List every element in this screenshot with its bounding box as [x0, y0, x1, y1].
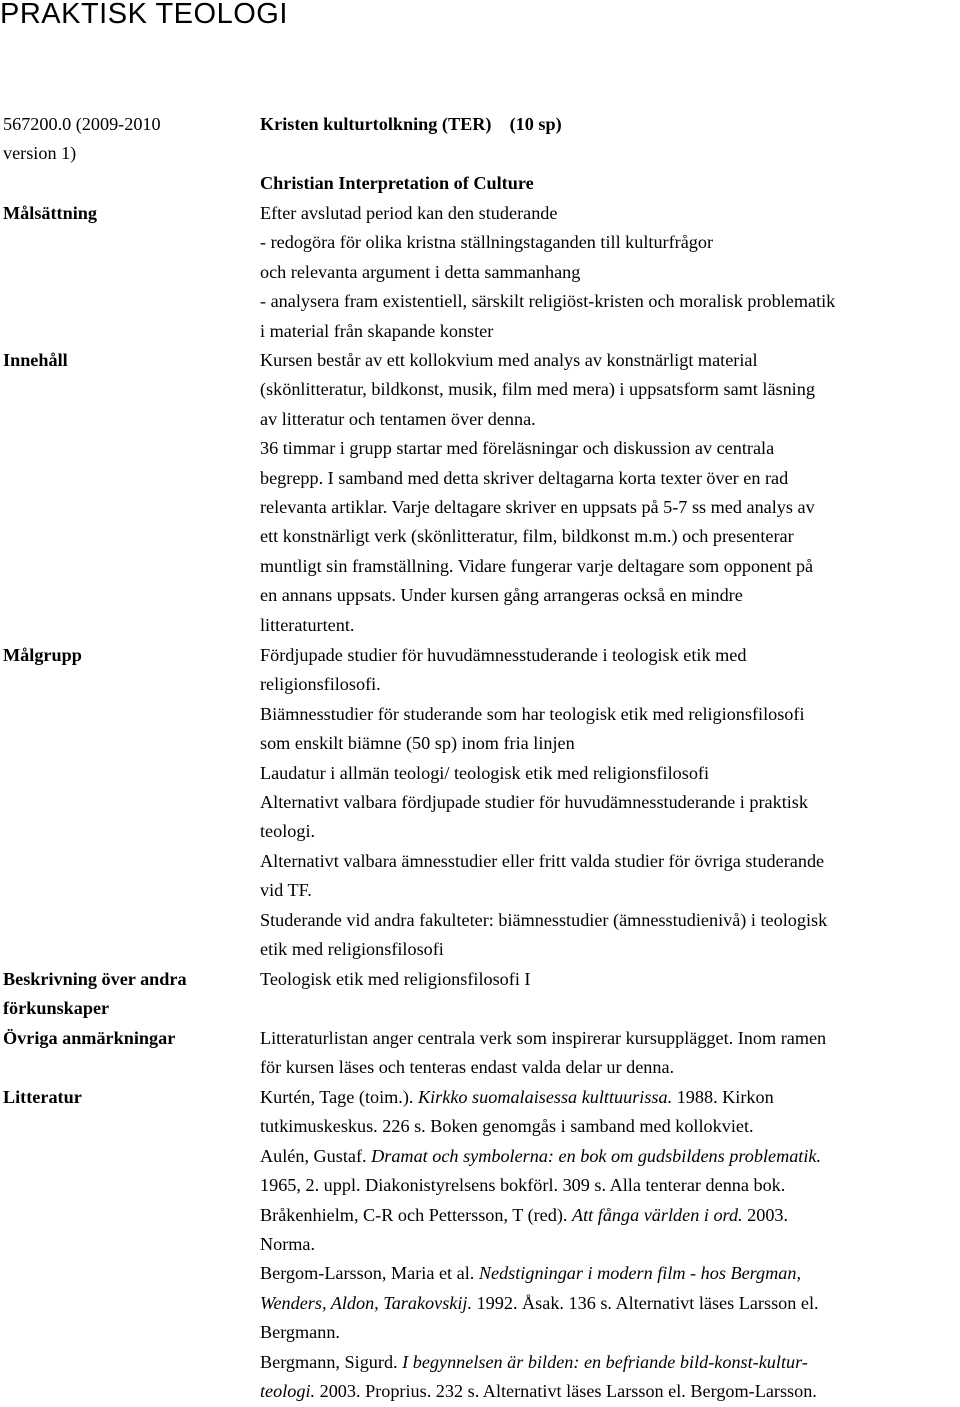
label-beskrivning: Beskrivning över andra förkunskaper [3, 969, 187, 1019]
malgrupp-text [260, 641, 960, 964]
text-line: muntligt sin framställning. Vidare fungerar varje deltagare som opponent på [260, 555, 814, 576]
literature-entry: Bergom-Larsson, Maria et al. Nedstigningar i modern film - hos Bergman, Wenders, Aldon, Tarakovskij. 1992. Åsak. 136 s. Alternativt läses Larsson el. Bergmann. [260, 1263, 819, 1343]
text-line: ett konstnärligt verk (skönlitteratur, film, bildkonst m.m.) och presenterar [260, 526, 794, 547]
text-line: litteraturtent. [260, 614, 355, 635]
innehall-text [260, 346, 960, 640]
litteratur-list [260, 1083, 960, 1406]
text-line: religionsfilosofi. [260, 674, 381, 695]
literature-entry: Aulén, Gustaf. Dramat och symbolerna: en bok om gudsbildens problematik. 1965, 2. uppl. Diakonistyrelsens bokförl. 309 s. Alla tenterar denna bok. [260, 1145, 822, 1196]
course-code [3, 110, 248, 169]
text-line: en annans uppsats. Under kursen gång arrangeras också en mindre [260, 585, 743, 606]
label-litteratur: Litteratur [3, 1087, 82, 1107]
text-line: Biämnesstudier för studerande som har teologisk etik med religionsfilosofi [260, 703, 805, 724]
text-line: relevanta artiklar. Varje deltagare skriver en uppsats på 5-7 ss med analys av [260, 497, 815, 518]
text-line: 36 timmar i grupp startar med föreläsningar och diskussion av centrala [260, 438, 775, 459]
text-line: Alternativt valbara fördjupade studier för huvudämnesstuderande i praktisk [260, 792, 808, 813]
text-line: Alternativt valbara ämnesstudier eller fritt valda studier för övriga studerande [260, 850, 825, 871]
label-innehall: Innehåll [3, 350, 68, 370]
book-title: Att fånga världen i ord. [572, 1204, 743, 1225]
text-line: Fördjupade studier för huvudämnesstuderande i teologisk etik med [260, 645, 747, 665]
text-line: teologi. [260, 821, 316, 842]
book-title: Wenders, Aldon, Tarakovskij. [260, 1292, 473, 1313]
book-title: teologi. [260, 1381, 316, 1402]
text-line: - redogöra för olika kristna ställningstaganden till kulturfrågor [260, 232, 714, 253]
course-title-sv: Kristen kulturtolkning (TER) (10 sp) [260, 114, 562, 134]
label-ovriga: Övriga anmärkningar [3, 1028, 176, 1048]
beskrivning-text: Teologisk etik med religionsfilosofi I [260, 969, 531, 989]
text-line: Kursen består av ett kollokvium med analys av konstnärligt material [260, 350, 758, 370]
literature-entry: Kurtén, Tage (toim.). Kirkko suomalaisessa kulttuurissa. 1988. Kirkon tutkimuskeskus. 226 s. Boken genomgås i samband med kollokviet. [260, 1087, 774, 1137]
text-line: begrepp. I samband med detta skriver deltagarna korta texter över en rad [260, 467, 789, 488]
text-line: Efter avslutad period kan den studerande [260, 203, 558, 223]
course-code-version: version 1) [3, 143, 77, 164]
text-line: (skönlitteratur, bildkonst, musik, film med mera) i uppsatsform samt läsning [260, 379, 815, 400]
text-line: av litteratur och tentamen över denna. [260, 408, 536, 429]
page-title: PRAKTISK TEOLOGI [0, 0, 288, 30]
text-line: i material från skapande konster [260, 320, 494, 341]
literature-entry: Bråkenhielm, C-R och Pettersson, T (red). Att fånga världen i ord. 2003. Norma. [260, 1204, 789, 1255]
book-title: Nedstigningar i modern film - hos Bergman, [478, 1263, 802, 1284]
text-line: Litteraturlistan anger centrala verk som inspirerar kursupplägget. Inom ramen [260, 1028, 827, 1048]
literature-entry: Bergmann, Sigurd. I begynnelsen är bilden: en befriande bild-konst-kultur- teologi. 2003. Proprius. 232 s. Alternativt läses Larsson el. Bergom-Larsson. [260, 1351, 817, 1402]
malsattning-text [260, 199, 960, 346]
book-title: I begynnelsen är bilden: en befriande bild-konst-kultur- [402, 1351, 808, 1372]
course-code-line: 567200.0 (2009-2010 [3, 114, 161, 134]
book-title: Kirkko suomalaisessa kulttuurissa. [418, 1087, 673, 1107]
text-line: Laudatur i allmän teologi/ teologisk etik med religionsfilosofi [260, 762, 710, 783]
text-line: Studerande vid andra fakulteter: biämnesstudier (ämnesstudienivå) i teologisk [260, 909, 828, 930]
text-line: som enskilt biämne (50 sp) inom fria linjen [260, 733, 575, 754]
text-line: - analysera fram existentiell, särskilt religiöst-kristen och moralisk problematik [260, 291, 836, 312]
ovriga-text [260, 1024, 960, 1083]
text-line: för kursen läses och tenteras endast valda delar ur denna. [260, 1057, 675, 1078]
text-line: vid TF. [260, 880, 312, 901]
course-title-en: Christian Interpretation of Culture [260, 173, 534, 193]
book-title: Dramat och symbolerna: en bok om gudsbildens problematik. [371, 1145, 822, 1166]
text-line: och relevanta argument i detta sammanhang [260, 261, 581, 282]
text-line: etik med religionsfilosofi [260, 939, 444, 960]
label-malsattning: Målsättning [3, 203, 97, 223]
label-malgrupp: Målgrupp [3, 645, 82, 665]
